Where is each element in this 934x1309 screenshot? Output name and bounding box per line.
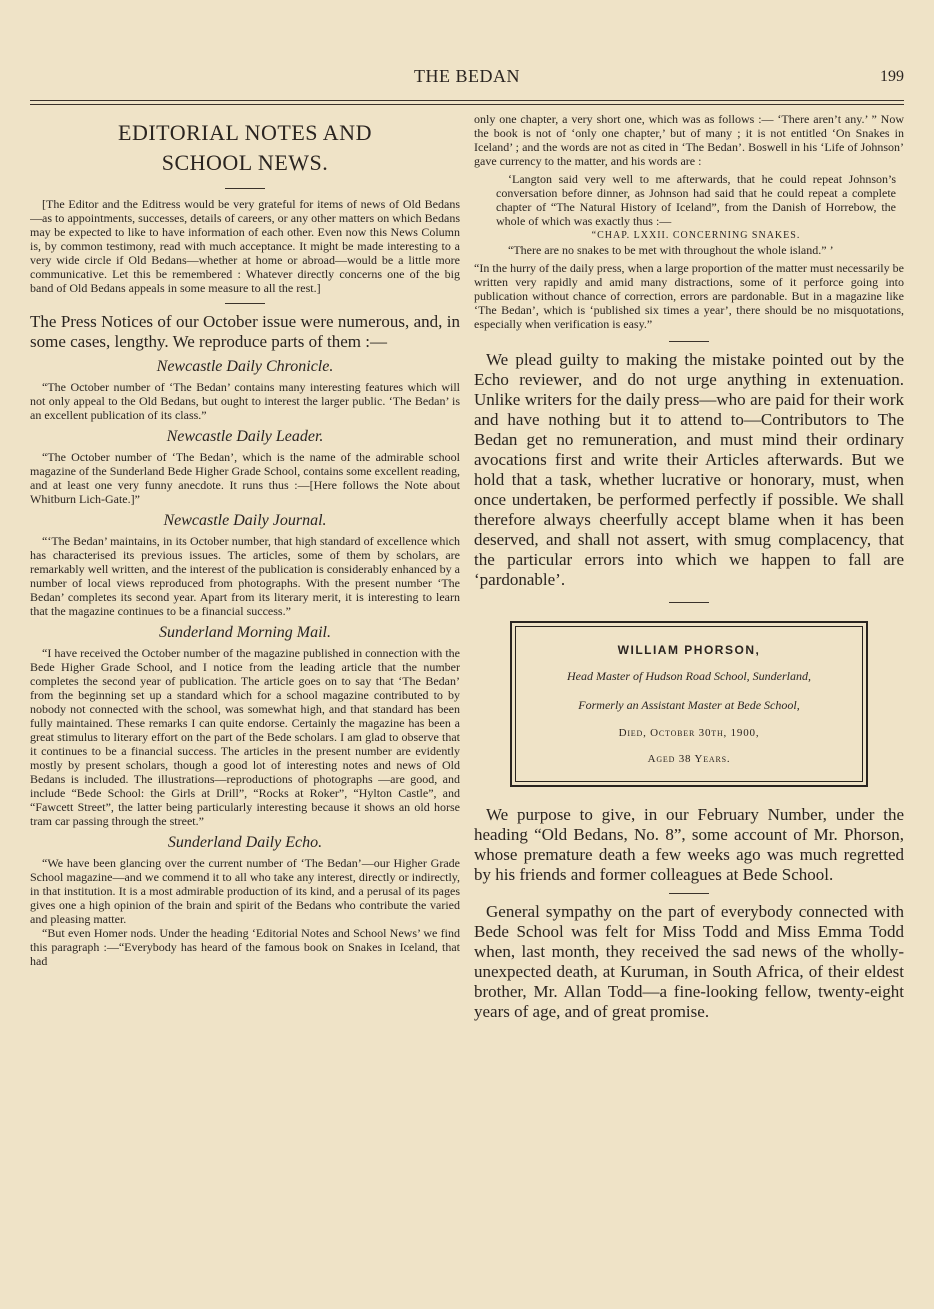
obituary-name: WILLIAM PHORSON, [617,643,761,657]
obituary-notice-inner [515,626,863,782]
editor-note: [The Editor and the Editress would be very grateful for items of news of Old Bedans—as to appointments, successes, details of careers, or any other matters on which Bedans may be expected to like to have information of each other. Even now this News Column is, by common testimony, read with much acceptance. It might be made interesting to a very wide circle if Old Bedans—whether at home or abroad—would be a little more communicative. Let this be remembered : Whatever directly concerns one of the big band of Old Bedans appeals in some measure to all the rest.] [30,197,460,295]
obituary-former-position: Formerly an Assistant Master at Bede School, [578,698,800,712]
article-title [30,118,460,178]
press-notice: “The October number of ‘The Bedan’ contains many interesting features which will not only appeal to the Old Bedans, but ought to interest the larger public. ‘The Bedan’ is an excellent publication of its class.” [30,380,460,422]
paper-name: Sunderland Daily Echo. [167,834,323,851]
separator [225,188,265,189]
press-notice: “I have received the October number of the magazine published in connection with the Bede Higher Grade School, and I notice from the leading article that the number completes the second year of publication. The article goes on to say that ‘The Bedan’ from the beginning set up a standard which for a school magazine contributed to by nobody not connected with the school, was somewhat high, and that standard has been fully maintained. These remarks I can quite endorse. Certainly the magazine has been a great stimulus to literary effort on the part of the Bede scholars. I am glad to observe that it continues to be a financial success. The articles in the present number are evidently mostly by present scholars, though a good lot of interesting notes and news of Old Bedans is included. The illustrations—reproductions of photographs —are good, and include “Bede School: the Girls at Drill”, “Rocks at Roker”, “Hylton Castle”, and “Fawcett Street”, the latter being particularly interesting because it shows an old horse tram car passing through the street.” [30,646,460,828]
daily-press-quote: “In the hurry of the daily press, when a large proportion of the matter must necessarily be written very rapidly and amid many distractions, some of it perforce going into publication without chance of correction, errors are pardonable. But in a magazine like ‘The Bedan’, which is ‘published six times a year’, there should be no misquotations, especially when verification is easy.” [474,261,904,331]
header-rule-2 [30,104,904,105]
homer-paragraph: “But even Homer nods. Under the heading ‘Editorial Notes and School News’ we find this paragraph :—“Everybody has heard of the famous book on Snakes in Iceland, that had [30,926,460,968]
separator [669,893,709,894]
paper-name: Newcastle Daily Leader. [166,428,324,445]
press-intro: The Press Notices of our October issue were numerous, and, in some cases, lengthy. We reproduce parts of them :— [30,312,460,351]
boswell-quote [496,172,896,257]
running-title: THE BEDAN [414,66,520,86]
obituary-date: Died, October 30th, 1900, [618,727,760,739]
press-notice: “‘The Bedan’ maintains, in its October number, that high standard of excellence which has characterised its previous issues. The articles, some of them by scholars, are remarkably well written, and the interest of the publication is considerably enhanced by a number of local views reproduced from photographs. With the present number ‘The Bedan’ completes its second year. Apart from its literary merit, it is interesting to learn that the magazine continues to be a financial success.” [30,534,460,618]
continuation-paragraph: only one chapter, a very short one, which was as follows :— ‘There aren’t any.’ ” Now the book is not of ‘only one chapter,’ but of many ; it is not entitled ‘On Snakes in Iceland’ ; and the words are not as cited in ‘The Bedan’. Boswell in his ‘Life of Johnson’ gave currency to the matter, and his words are : [474,112,904,168]
obituary-age: Aged 38 Years. [647,753,731,765]
title-line-1: EDITORIAL NOTES AND [118,120,372,145]
press-notice: “We have been glancing over the current number of ‘The Bedan’—our Higher Grade School magazine—and we commend it to all who take any interest, directly or indirectly, in that institution. It is a most admirable production of its kind, and a perusal of its pages gives one a high opinion of the brain and spirit of the Bedans who contribute the varied and pleasing matter. [30,856,460,926]
purpose-paragraph: We purpose to give, in our February Number, under the heading “Old Bedans, No. 8”, some account of Mr. Phorson, whose premature death a few weeks ago was much regretted by his friends and former colleagues at Bede School. [474,805,904,884]
obituary-notice [510,621,868,787]
chapter-heading: “CHAP. LXXII. CONCERNING SNAKES. [591,230,801,241]
title-line-2: SCHOOL NEWS. [161,150,329,175]
page-number: 199 [880,68,904,85]
left-column [30,112,460,1269]
separator [669,341,709,342]
header-rule [30,100,904,101]
sympathy-paragraph: General sympathy on the part of everybody connected with Bede School was felt for Miss Todd and Miss Emma Todd when, last month, they received the sad news of the wholly-unexpected death, at Kuruman, in South Africa, of their eldest brother, Mr. Allan Todd—a fine-looking fellow, twenty-eight years of age, and of great promise. [474,902,904,1021]
paper-name: Newcastle Daily Journal. [163,512,327,529]
separator [669,602,709,603]
separator [225,303,265,304]
right-column [474,112,904,1269]
page-header [30,66,904,90]
paper-name: Sunderland Morning Mail. [159,624,331,641]
boswell-quote-text: ‘Langton said very well to me afterwards, that he could repeat Johnson’s conversation before dinner, as Johnson had said that he could repeat a complete chapter of “The Natural History of Iceland”, from the Danish of Horrebow, the whole of which was exactly thus :— [496,172,896,228]
plead-guilty-paragraph: We plead guilty to making the mistake pointed out by the Echo reviewer, and do not urge anything in extenuation. Unlike writers for the daily press—who are paid for their work and have nothing but it to attend to—Contributors to The Bedan get no remuneration, and must mind their ordinary avocations first and write their Articles afterwards. But we hold that a task, whether lucrative or honorary, must, when once undertaken, be performed perfectly if possible. We shall therefore always cheerfully accept blame when it has been deserved, and shall not assert, with smug complacency, that the particular errors into which we happen to fall are ‘pardonable’. [474,350,904,589]
snakes-line: “There are no snakes to be met with throughout the whole island.” ’ [508,243,834,257]
press-notice: “The October number of ‘The Bedan’, which is the name of the admirable school magazine of the Sunderland Bede Higher Grade School, contains some excellent reading, and at least one very funny anecdote. It runs thus :—[Here follows the Note about Whitburn Lich-Gate.]” [30,450,460,506]
paper-name: Newcastle Daily Chronicle. [156,358,334,375]
obituary-position: Head Master of Hudson Road School, Sunderland, [567,669,811,683]
